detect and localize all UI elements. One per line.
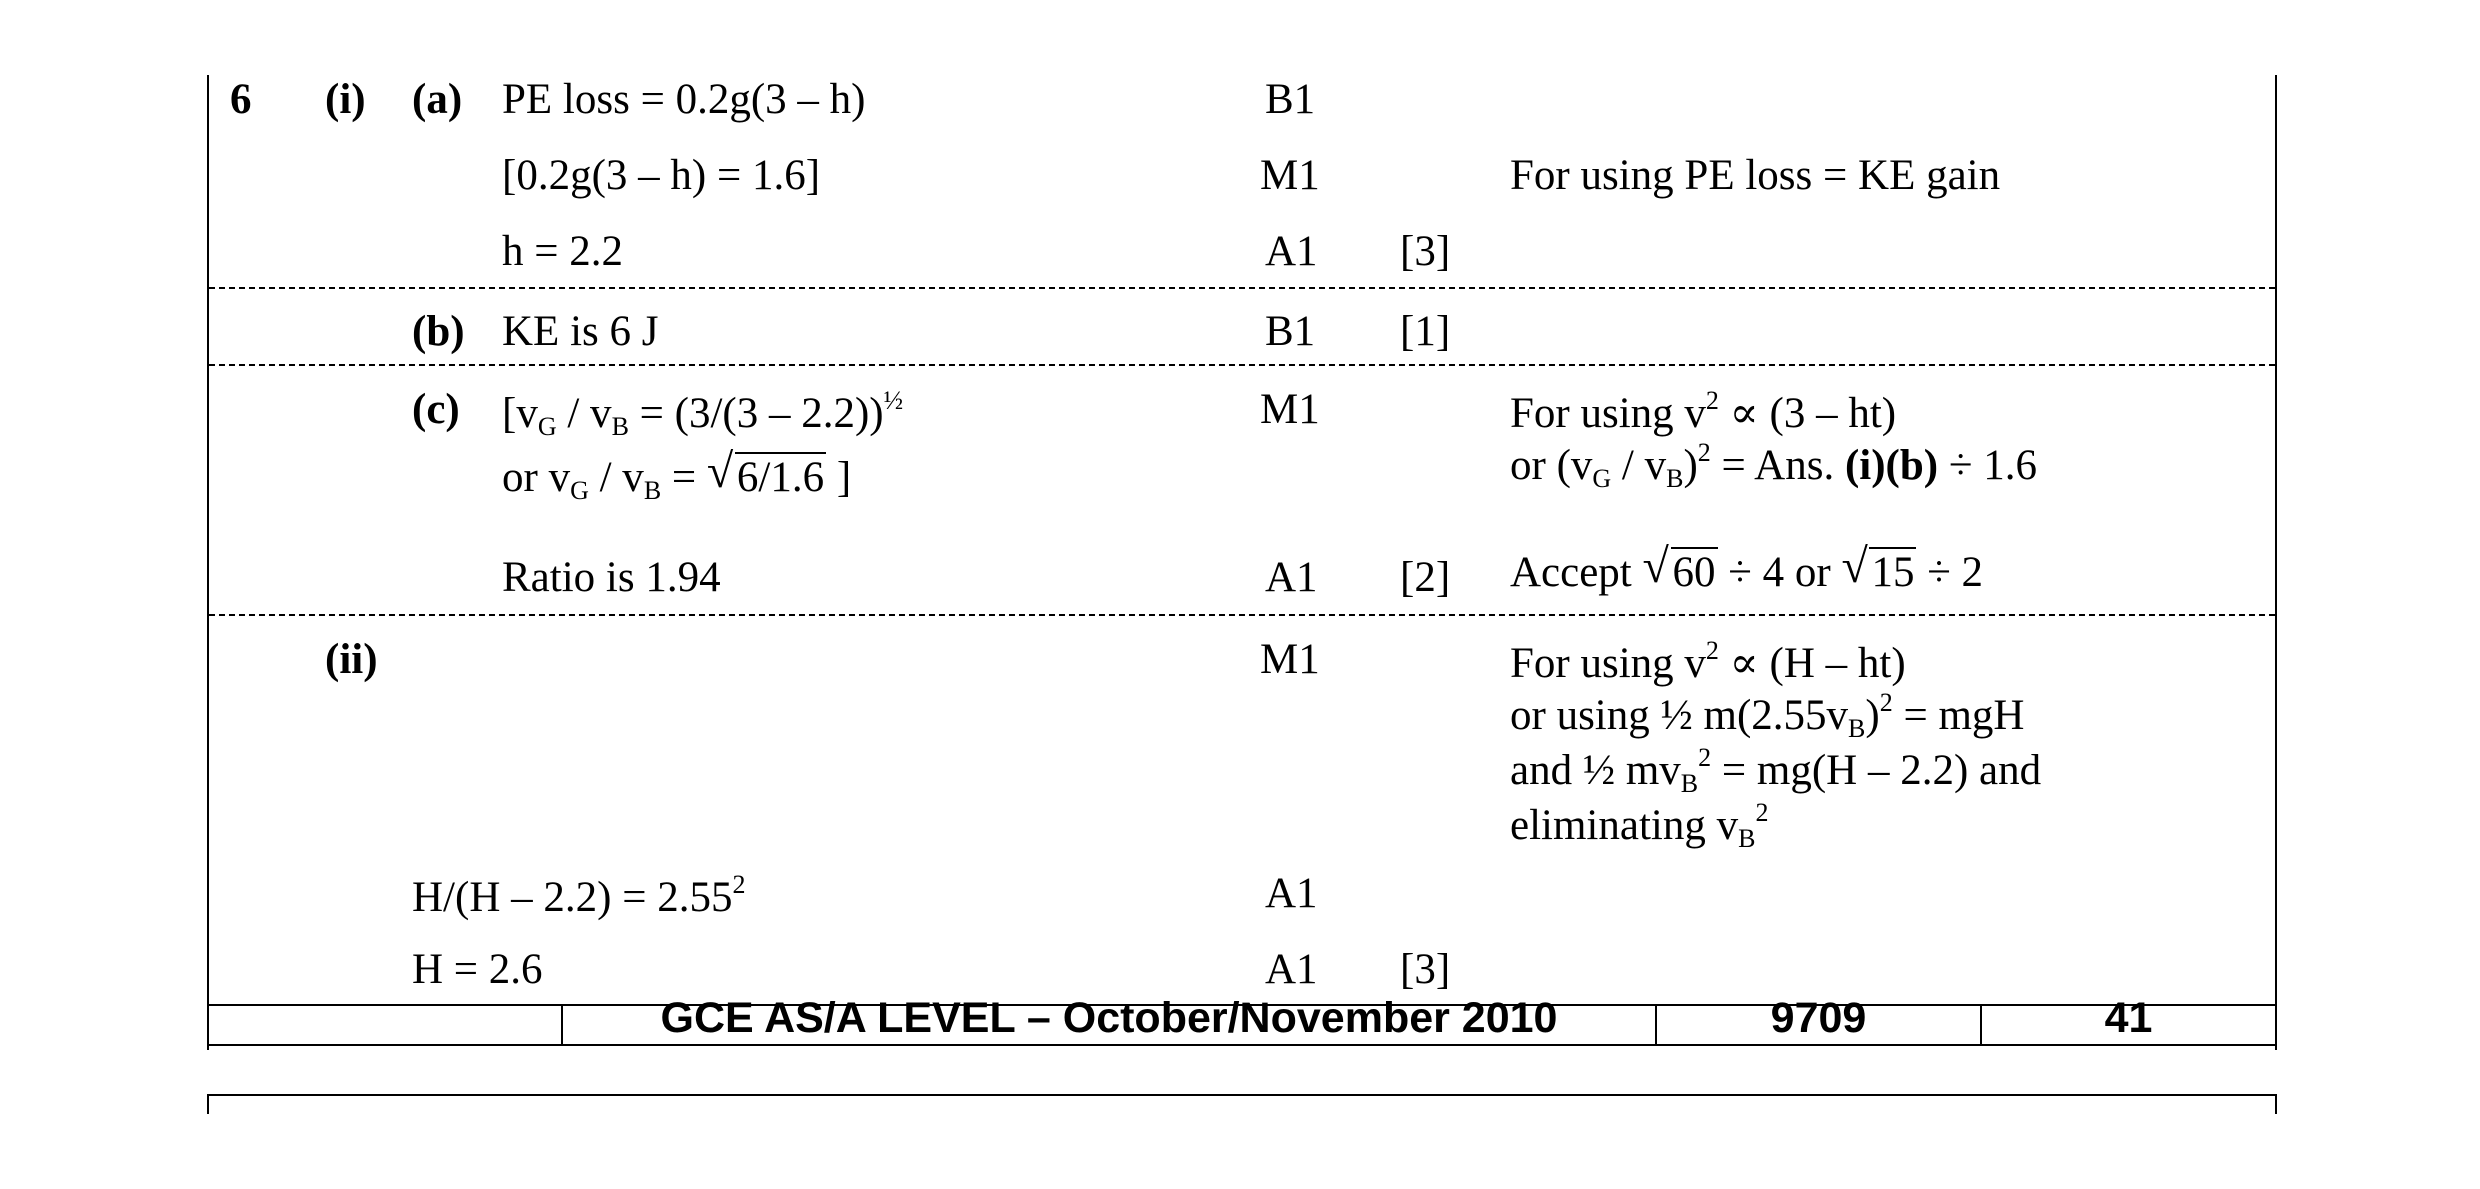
answer-c1: [$v_G / v_B = (3/(3 - 2.2))^{\frac{1}{2}}$ xyxy=(502,386,904,441)
mark-ii1: M1 xyxy=(1260,636,1320,683)
answer-a1: PE loss = 0.2g(3 – h) xyxy=(502,76,866,123)
total-a3: [3] xyxy=(1400,228,1451,275)
total-c3: [2] xyxy=(1400,554,1451,601)
question-number: 6 xyxy=(230,76,252,123)
sqrt-symbol: √ 6/1.6 xyxy=(706,445,825,501)
divider-c-ii xyxy=(209,614,2275,616)
note-c1-line1: For using $v^2 \propto (3 - ht)$ xyxy=(1510,386,1897,437)
answer-ii3: H = 2.6 xyxy=(412,946,543,993)
total-ii3: [3] xyxy=(1400,946,1451,993)
note-c1-line2: or $(v_G / v_B)^2$ = Ans. (i)(b) ÷ 1.6 xyxy=(1510,438,2037,493)
answer-c3: Ratio is 1.94 xyxy=(502,554,721,601)
mark-c1: M1 xyxy=(1260,386,1320,433)
sub-c-label: (c) xyxy=(412,386,460,433)
note-a2: For using PE loss = KE gain xyxy=(1510,152,2001,199)
note-ii1-line2: or using ½ $m(2.55v_B)^2$ = mgH xyxy=(1510,688,2025,743)
mark-c3: A1 xyxy=(1265,554,1318,601)
next-page-left-border xyxy=(207,1094,209,1114)
mark-a3: A1 xyxy=(1265,228,1318,275)
divider-a-b xyxy=(209,287,2275,289)
part-ii-label: (ii) xyxy=(325,636,378,683)
footer-exam-title: GCE AS/A LEVEL – October/November 2010 xyxy=(660,994,1558,1042)
mark-ii2: A1 xyxy=(1265,870,1318,917)
total-b1: [1] xyxy=(1400,308,1451,355)
sqrt-symbol: √ 60 xyxy=(1642,540,1716,596)
divider-b-c xyxy=(209,364,2275,366)
mark-ii3: A1 xyxy=(1265,946,1318,993)
sqrt-symbol: √ 15 xyxy=(1841,540,1915,596)
answer-ii2: $H/(H - 2.2) = 2.55^2$ xyxy=(412,870,746,921)
answer-c2: or $v_G / v_B$ = √ 6/1.6 ] xyxy=(502,445,852,505)
footer-syllabus: 9709 xyxy=(1770,994,1867,1042)
mark-b1: B1 xyxy=(1265,308,1316,355)
sub-b-label: (b) xyxy=(412,308,465,355)
answer-a2: [0.2g(3 – h) = 1.6] xyxy=(502,152,821,199)
answer-b1: KE is 6 J xyxy=(502,308,659,355)
note-ii1-line1: For using $v^2 \propto (H - ht)$ xyxy=(1510,636,1906,687)
sub-a-label: (a) xyxy=(412,76,463,123)
part-i-label: (i) xyxy=(325,76,366,123)
mark-a1: B1 xyxy=(1265,76,1316,123)
left-border xyxy=(207,75,209,1050)
right-border xyxy=(2275,75,2277,1050)
note-c3: Accept √ 60 ÷ 4 or √ 15 ÷ 2 xyxy=(1510,540,1984,596)
answer-a3: h = 2.2 xyxy=(502,228,624,275)
next-page-right-border xyxy=(2275,1094,2277,1114)
footer-bottom-line xyxy=(207,1044,2277,1046)
next-page-top-line xyxy=(207,1094,2277,1096)
note-ii1-line3: and ½ $mv_B^2 = mg(H - 2.2)$ and xyxy=(1510,743,2042,798)
mark-a2: M1 xyxy=(1260,152,1320,199)
note-ii1-line4: eliminating $v_B^2$ xyxy=(1510,798,1769,853)
footer-paper: 41 xyxy=(2104,994,2153,1042)
